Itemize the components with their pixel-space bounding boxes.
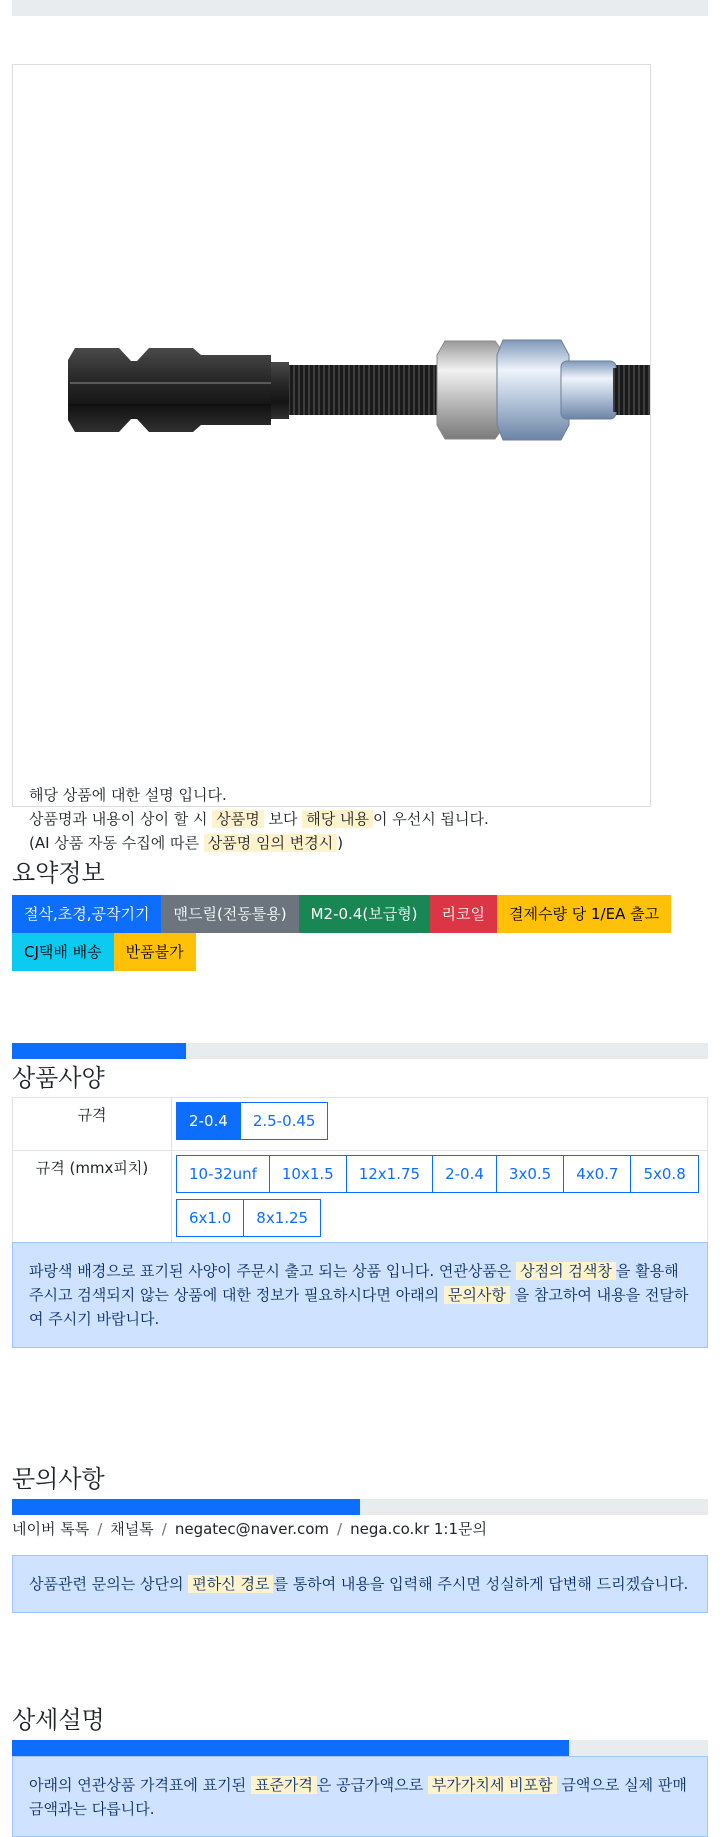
highlight-text: 편하신 경로 (188, 1575, 273, 1593)
notice-text: 상품관련 문의는 상단의 (29, 1575, 189, 1593)
spec-option-button[interactable]: 2-0.4 (432, 1155, 497, 1193)
detail-progress (12, 1740, 708, 1756)
notice-text: 상품명과 내용이 상이 할 시 (29, 810, 213, 828)
spec-label: 규격 (13, 1098, 172, 1151)
notice-text: 를 통하여 내용을 입력해 주시면 성실하게 답변해 드리겠습니다. (273, 1575, 689, 1593)
highlight-text: 해당 내용 (302, 810, 373, 828)
spec-label: 규격 (mmx피치) (13, 1151, 172, 1248)
highlight-text: 상점의 검색창 (516, 1262, 616, 1280)
summary-badges (12, 895, 708, 971)
spec-row (13, 1098, 708, 1151)
notice-text: 보다 (263, 810, 303, 828)
spec-table (12, 1097, 708, 1248)
spec-option-button[interactable]: 4x0.7 (563, 1155, 631, 1193)
spec-option-button[interactable]: 10-32unf (176, 1155, 270, 1193)
notice-text: 금액으로 실제 판매금액과는 다릅니다. (29, 1776, 687, 1818)
summary-badge: 결제수량 당 1/EA 출고 (497, 895, 671, 933)
inquiry-notice (12, 1555, 708, 1613)
notice-text: 아래의 연관상품 가격표에 표기된 (29, 1776, 251, 1794)
breadcrumb-separator: / (97, 1520, 103, 1538)
highlight-text: 부가가치세 비포함 (428, 1776, 557, 1794)
summary-badge: M2-0.4(보급형) (299, 895, 430, 933)
notice-text: 을 활용해 주시고 검색되지 않는 상품에 대한 정보가 필요하시다면 아래의 (29, 1262, 679, 1304)
notice-text: 은 공급가액으로 (316, 1776, 428, 1794)
summary-badge: 절삭,초경,공작기기 (12, 895, 161, 933)
spec-option-button[interactable]: 2.5-0.45 (240, 1102, 329, 1140)
notice-text: (AI 상품 자동 수집에 따른 (29, 834, 204, 852)
contact-channel: 채널톡 (110, 1520, 154, 1538)
spec-option-button[interactable]: 12x1.75 (346, 1155, 433, 1193)
highlight-text: 상품명 (212, 810, 263, 828)
breadcrumb-separator: / (161, 1520, 167, 1538)
summary-badge: 리코일 (430, 895, 497, 933)
notice-text: 해당 상품에 대한 설명 입니다. (29, 786, 227, 804)
spec-options (172, 1151, 708, 1248)
product-description (29, 783, 629, 855)
spec-option-button[interactable]: 3x0.5 (496, 1155, 564, 1193)
description-line (29, 831, 629, 855)
highlight-text: 문의사항 (444, 1286, 510, 1304)
spec-option-button[interactable]: 2-0.4 (176, 1102, 241, 1140)
notice-text: 이 우선시 됩니다. (372, 810, 489, 828)
spec-title: 상품사양 (12, 1064, 105, 1092)
top-progress-bar (12, 0, 708, 16)
highlight-text: 상품명 임의 변경시 (204, 834, 337, 852)
spec-option-button[interactable]: 5x0.8 (630, 1155, 698, 1193)
detail-title: 상세설명 (12, 1706, 105, 1734)
spec-options (172, 1098, 708, 1151)
spec-row (13, 1151, 708, 1248)
summary-badge: 반품불가 (114, 933, 196, 971)
summary-title: 요약정보 (12, 859, 105, 887)
spec-option-button[interactable]: 10x1.5 (269, 1155, 347, 1193)
inquiry-progress (12, 1499, 708, 1515)
notice-text: ) (337, 834, 344, 852)
contact-channel: nega.co.kr 1:1문의 (350, 1520, 487, 1538)
description-line (29, 807, 629, 831)
spec-progress (12, 1043, 708, 1059)
spec-notice (12, 1242, 708, 1348)
product-image (13, 65, 650, 806)
spec-option-button[interactable]: 6x1.0 (176, 1199, 244, 1237)
contact-breadcrumb (12, 1518, 487, 1539)
breadcrumb-separator: / (337, 1520, 343, 1538)
product-image-box (12, 64, 651, 852)
contact-channel: negatec@naver.com (174, 1520, 330, 1538)
notice-text: 을 참고하여 내용을 전달하여 주시기 바랍니다. (29, 1286, 689, 1328)
description-line (29, 783, 629, 807)
summary-badge: CJ택배 배송 (12, 933, 114, 971)
summary-badge: 맨드릴(전동툴용) (161, 895, 298, 933)
contact-channel: 네이버 톡톡 (12, 1520, 90, 1538)
detail-notice (12, 1756, 708, 1837)
inquiry-title: 문의사항 (12, 1465, 105, 1493)
spec-option-button[interactable]: 8x1.25 (243, 1199, 321, 1237)
highlight-text: 표준가격 (251, 1776, 317, 1794)
notice-text: 파랑색 배경으로 표기된 사양이 주문시 출고 되는 상품 입니다. 연관상품은 (29, 1262, 517, 1280)
